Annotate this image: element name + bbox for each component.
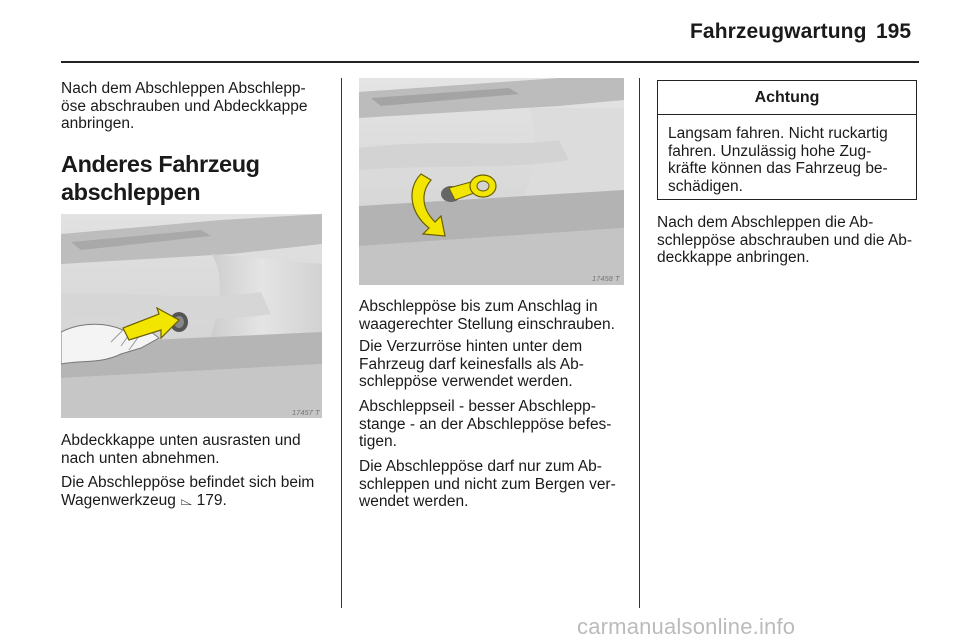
warning-box — [657, 80, 917, 200]
figure-id-1: 17457 T — [292, 408, 320, 417]
column-divider-right — [639, 78, 640, 608]
header-rule — [61, 61, 919, 63]
warning-title: Achtung — [658, 81, 916, 115]
reference-arrow-icon: ⌳ — [180, 491, 193, 509]
intro-paragraph: Nach dem Abschleppen Abschlepp- öse abschrauben und Abdeckkappe anbringen. — [61, 80, 308, 132]
cover-cap-illustration — [61, 214, 322, 418]
page-reference[interactable]: 179. — [192, 491, 227, 509]
column-divider-left — [341, 78, 342, 608]
watermark: carmanualsonline.info — [577, 614, 796, 639]
col2-paragraph-1: Abschleppöse bis zum Anschlag in waagerechter Stellung einschrauben. — [359, 298, 615, 333]
col1-paragraph-1: Abdeckkappe unten ausrasten und nach unten abnehmen. — [61, 432, 301, 467]
col1-paragraph-2 — [61, 474, 314, 509]
warning-text: Langsam fahren. Nicht ruckartig fahren. Unzulässig hohe Zug- kräfte können das Fahrzeug be- schädigen. — [668, 125, 888, 195]
figure-id-2: 17458 T — [592, 274, 620, 283]
section-heading: Anderes Fahrzeug abschleppen — [61, 151, 260, 205]
running-header-title: Fahrzeugwartung — [690, 20, 867, 43]
col3-paragraph-1: Nach dem Abschleppen die Ab- schleppöse abschrauben und die Ab- deckkappe anbringen. — [657, 214, 913, 266]
col2-paragraph-4: Die Abschleppöse darf nur zum Ab- schleppen und nicht zum Bergen ver- wendet werden. — [359, 458, 616, 510]
col2-paragraph-3: Abschleppseil - besser Abschlepp- stange - an der Abschleppöse befes- tigen. — [359, 398, 612, 450]
page-number: 195 — [876, 20, 912, 43]
towing-eye-illustration — [359, 78, 624, 285]
col2-paragraph-2: Die Verzurröse hinten unter dem Fahrzeug darf keinesfalls als Ab- schleppöse verwendet werden. — [359, 338, 584, 390]
col1-paragraph-2-text: Die Abschleppöse befindet sich beim Wagenwerkzeug — [61, 474, 315, 509]
